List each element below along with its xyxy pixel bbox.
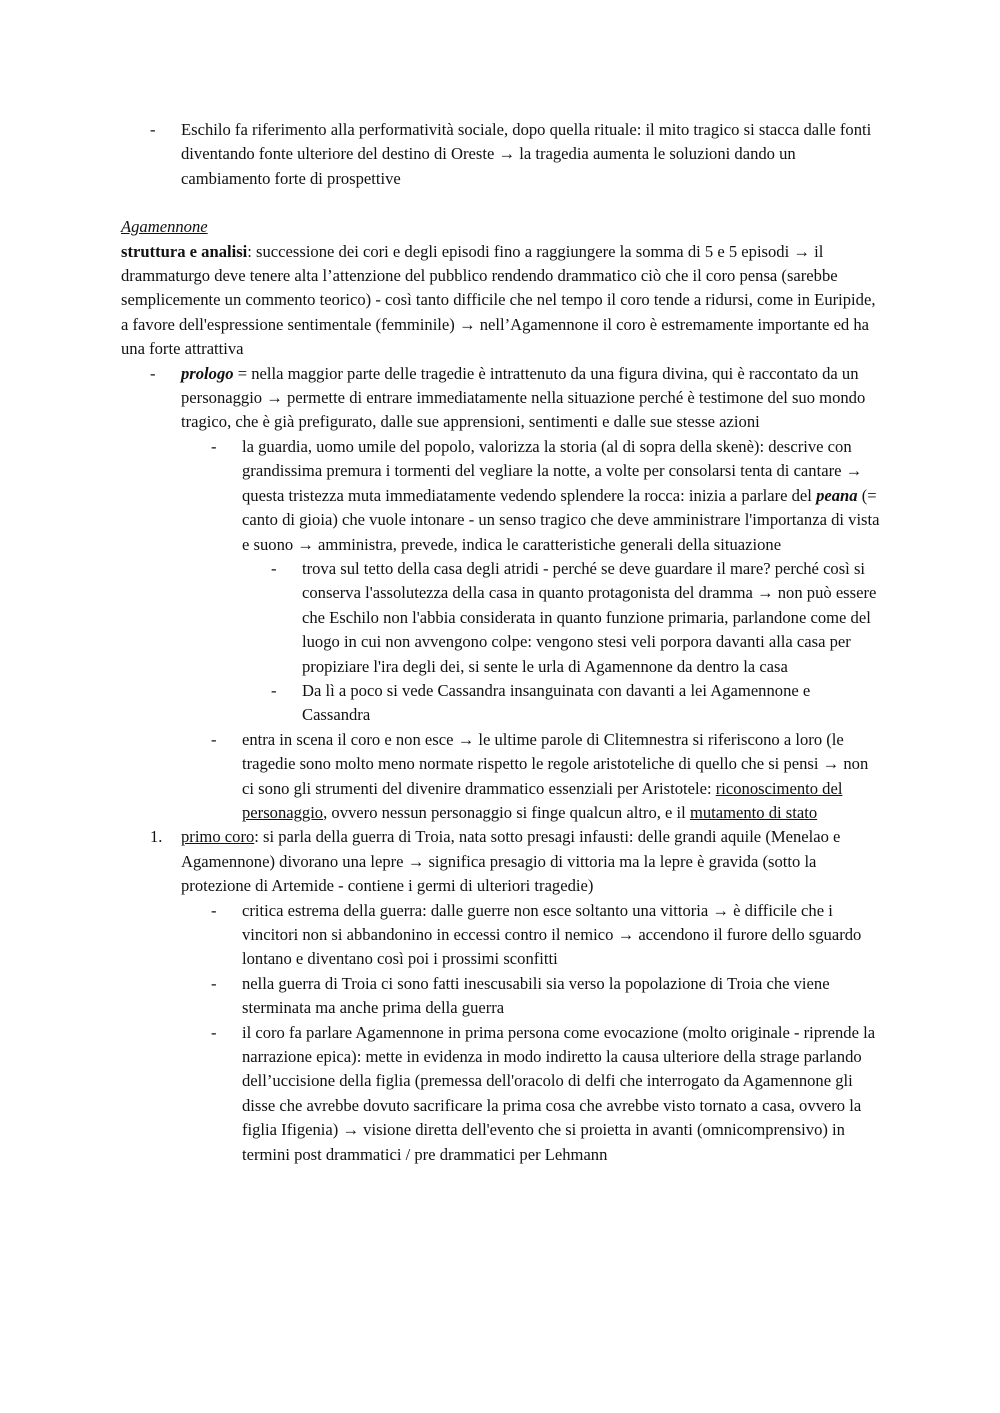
list-marker: -: [150, 363, 156, 383]
list-item-eschilo: [150, 118, 881, 191]
guardia-text-a: la guardia, uomo umile del popolo, valorizza la storia (al di sopra della skenè): descrive con grandissima premura i tormenti del vegliare la notte, a volte per consolarsi tenta di cantare → questa tristezza muta immediatamente vedendo splendere la rocca: inizia a parlare del: [242, 436, 863, 505]
list-item-text: critica estrema della guerra: dalle guerre non esce soltanto una vittoria → è difficile che i vincitori non si abbandonino in eccessi contro il nemico → accendono il furore dello sguardo lontano e diventano così poi i prossimi sconfitti: [242, 900, 862, 969]
list-item-critica: [211, 899, 882, 972]
list-item-primo-coro: [150, 825, 881, 898]
list-item-text: trova sul tetto della casa degli atridi - perché se deve guardare il mare? perché così si conserva l'assolutezza della casa in quanto protagonista del dramma → non può essere che Eschilo non l'abbia considerata in quanto funzione primaria, parlandone come del luogo in cui non avvengono colpe: vengono stesi veli porpora davanti alla casa per propiziare l'ira degli dei, si sente le urla di Agamennone da dentro la casa: [302, 558, 877, 676]
guardia-text-b: (= canto di gioia) che vuole intonare - un senso tragico che deve amministrare l'importanza di vista e suono → amministra, prevede, indica le caratteristiche generali della situazione: [242, 485, 880, 554]
primo-coro-text: : si parla della guerra di Troia, nata sotto presagi infausti: delle grandi aquile (Menelao e Agamennone) divorano una lepre → significa presagio di vittoria ma la lepre è gravida (sotto la protezione di Artemide - contiene i germi di ulteriori tragedie): [181, 827, 841, 896]
mutamento-term: mutamento di stato: [689, 802, 818, 822]
list-number: 1.: [150, 827, 163, 847]
document-body: [0, 118, 1000, 1167]
list-item-text: Eschilo fa riferimento alla performatività sociale, dopo quella rituale: il mito tragico si stacca dalle fonti diventando fonte ulteriore del destino di Oreste → la tragedia aumenta le soluzioni dando un cambiamento forte di prospettive: [181, 120, 872, 188]
list-marker: -: [211, 900, 217, 920]
prologo-lead: prologo: [181, 363, 234, 383]
list-marker: -: [271, 680, 277, 700]
list-item-guardia: [211, 435, 882, 557]
list-marker: -: [211, 436, 217, 456]
list-item-text: Da lì a poco si vede Cassandra insanguinata con davanti a lei Agamennone e Cassandra: [302, 680, 811, 725]
list-marker: -: [271, 558, 277, 578]
list-item-text: il coro fa parlare Agamennone in prima persona come evocazione (molto originale - riprende la narrazione epica): mette in evidenza in modo indiretto la causa ulteriore della strage parlando dell’uccisione della figlia (premessa dell'oracolo di delfi che interrogato da Agamennone gli disse che avrebbe dovuto sacrificare la prima cosa che avrebbe visto tornato a casa, ovvero la figlia Ifigenia) → visione diretta dell'evento che si proietta in avanti (omnicomprensivo) in termini post drammatici / pre drammatici per Lehmann: [242, 1022, 876, 1164]
list-item-coro-entra: [211, 728, 882, 826]
peana-term: peana: [816, 485, 858, 505]
list-item-troia: [211, 972, 882, 1021]
intro-text: : successione dei cori e degli episodi fino a raggiungere la somma di 5 e 5 episodi → il drammaturgo deve tenere alta l’attenzione del pubblico rendendo drammatico ciò che il coro pensa (sarebbe semplicemente un commento teorico) - così tanto difficile che nel tempo il coro tende a ridursi, come in Euripide, a favore dell'espressione sentimentale (femminile) → nell’Agamennone il coro è estremamente importante ed ha una forte attrattiva: [121, 241, 876, 359]
list-item-prologo: [150, 362, 881, 435]
list-marker: -: [211, 729, 217, 749]
intro-paragraph: [121, 240, 886, 362]
list-item-text: nella guerra di Troia ci sono fatti inescusabili sia verso la popolazione di Troia che viene sterminata ma anche prima della guerra: [242, 973, 830, 1018]
riconoscimento-term: riconoscimento del personaggio: [242, 778, 843, 822]
primo-coro-lead: primo coro: [181, 827, 255, 847]
intro-bold-lead: struttura e analisi: [121, 241, 248, 261]
coro-entra-text-b: , ovvero nessun personaggio si finge qualcun altro, e il: [323, 802, 690, 822]
list-item-evocazione: [211, 1021, 882, 1167]
list-item-tetto: [271, 557, 882, 679]
list-marker: -: [150, 120, 156, 139]
prologo-text: = nella maggior parte delle tragedie è intrattenuto da una figura divina, qui è raccontato da un personaggio → permette di entrare immediatamente nella situazione perché è testimone del suo mondo tragico, che è già prefigurato, dalle sue apprensioni, sentimenti e dalle sue stesse azioni: [181, 363, 866, 432]
list-marker: -: [211, 1022, 217, 1042]
list-marker: -: [211, 973, 217, 993]
coro-entra-text-a: entra in scena il coro e non esce → le ultime parole di Clitemnestra si riferiscono a loro (le tragedie sono molto meno normate rispetto le regole aristoteliche di quello che si pensi → non ci sono gli strumenti del divenire drammatico essenziali per Aristotele:: [242, 729, 869, 798]
list-item-cassandra: [271, 679, 882, 728]
section-title: Agamennone: [121, 217, 208, 237]
